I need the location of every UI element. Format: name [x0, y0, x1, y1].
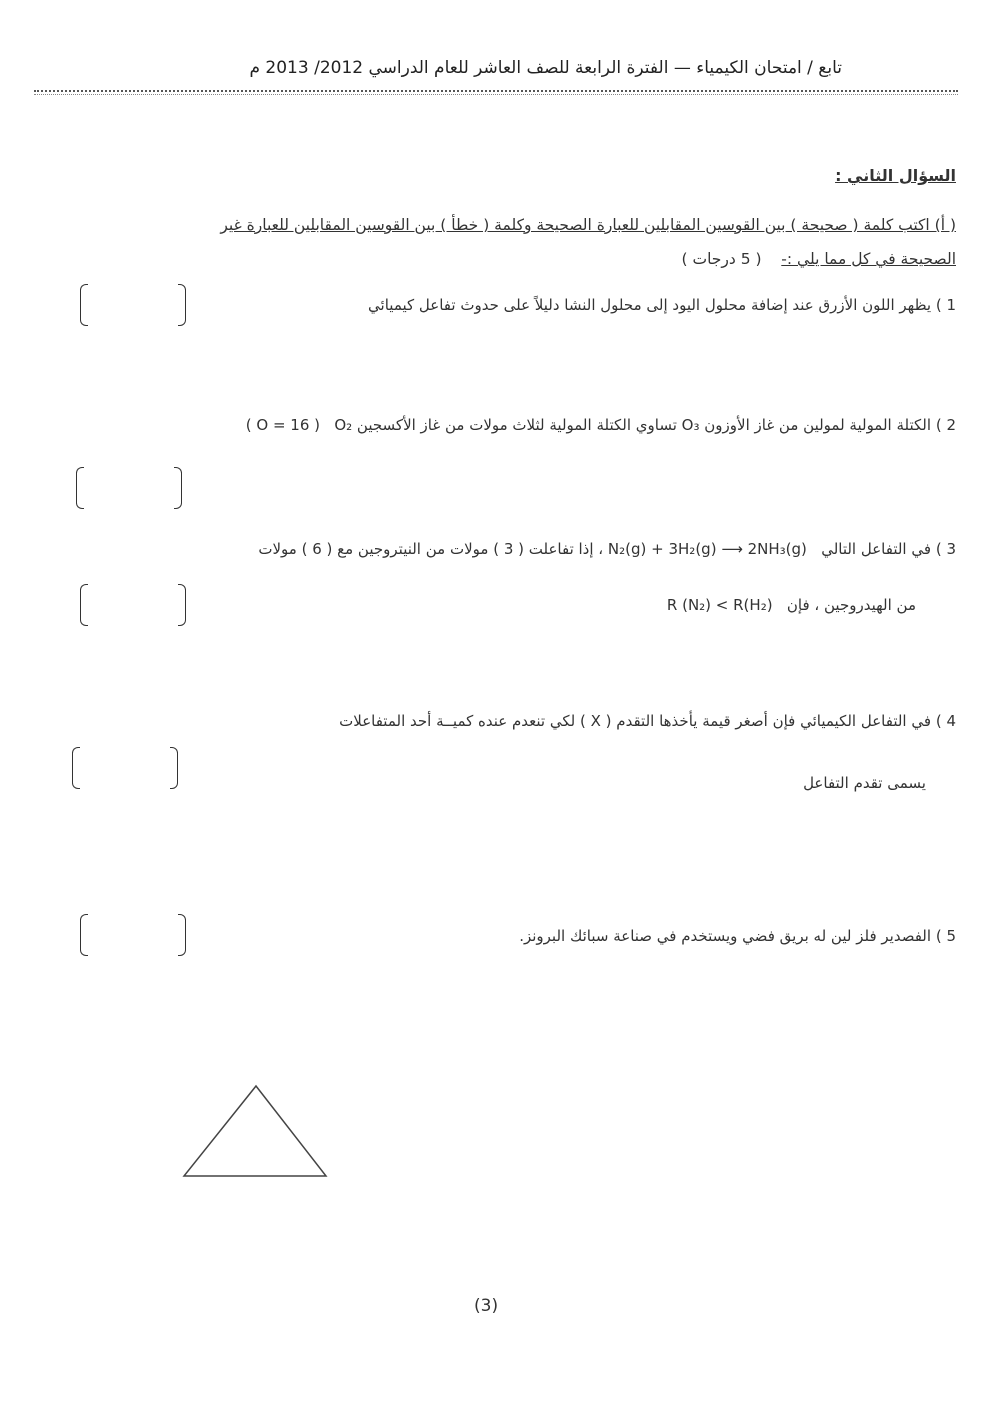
question-text-b: ، إذا تفاعلت ( 3 ) مولات من النيتروجين مع ( 6 ) مولات [258, 540, 604, 558]
ozone-formula: O₃ [681, 416, 700, 434]
atomic-mass-constant: ( O = 16 ) [245, 416, 320, 434]
section-title: السؤال الثاني : [835, 166, 956, 185]
question-text: في التفاعل الكيميائي فإن أصغر قيمة يأخذها التقدم ( X ) لكي تنعدم عنده كميــة أحد المتفاعلات [339, 712, 932, 730]
answer-bracket-3[interactable] [80, 584, 186, 626]
header-divider-secondary [34, 94, 958, 95]
question-number: 5 ) [935, 927, 956, 945]
rate-expression: R (N₂) < R(H₂) [666, 596, 773, 614]
header-divider [34, 90, 958, 92]
answer-bracket-1[interactable] [80, 284, 186, 326]
question-4 [156, 712, 956, 730]
exam-header: تابع / امتحان الكيمياء — الفترة الرابعة للصف العاشر للعام الدراسي 2012/ 2013 م [249, 58, 842, 78]
oxygen-formula: O₂ [334, 416, 353, 434]
question-text-a: الكتلة المولية لمولين من غاز الأوزون [704, 416, 932, 434]
reaction-equation: N₂(g) + 3H₂(g) ⟶ 2NH₃(g) [607, 540, 807, 558]
answer-bracket-4[interactable] [72, 747, 178, 789]
question-text: يظهر اللون الأزرق عند إضافة محلول اليود إلى محلول النشا دليلاً على حدوث تفاعل كيميائي [368, 296, 932, 314]
question-3 [36, 540, 956, 558]
question-number: 3 ) [935, 540, 956, 558]
instruction-line-2 [36, 242, 956, 276]
answer-bracket-2[interactable] [76, 467, 182, 509]
question-text: الفصدير فلز لين له بريق فضي ويستخدم في صناعة سبائك البرونز. [519, 927, 932, 945]
question-number: 4 ) [935, 712, 956, 730]
triangle-shape [180, 1082, 332, 1180]
question-line-2: من الهيدروجين ، فإن [786, 596, 916, 614]
question-5 [376, 927, 956, 945]
question-text-b: تساوي الكتلة المولية لثلاث مولات من غاز الأكسجين [356, 416, 677, 434]
question-4-line-2: يسمى تقدم التفاعل [803, 774, 926, 792]
question-number: 1 ) [935, 296, 956, 314]
question-2 [36, 416, 956, 434]
question-text-a: في التفاعل التالي [821, 540, 932, 558]
instruction-marks: ( 5 درجات ) [681, 250, 762, 268]
instruction-line-2-text: الصحيحة في كل مما يلي :- [781, 250, 956, 268]
question-1 [186, 296, 956, 314]
instruction-line-1: ( أ) اكتب كلمة ( صحيحة ) بين القوسين المقابلين للعبارة الصحيحة وكلمة ( خطأ ) بين القوسين المقابلين للعبارة غير [220, 216, 956, 234]
question-number: 2 ) [935, 416, 956, 434]
question-3-line-2 [416, 596, 916, 614]
page-number: (3) [474, 1296, 499, 1316]
answer-bracket-5[interactable] [80, 914, 186, 956]
section-instructions [36, 208, 956, 276]
